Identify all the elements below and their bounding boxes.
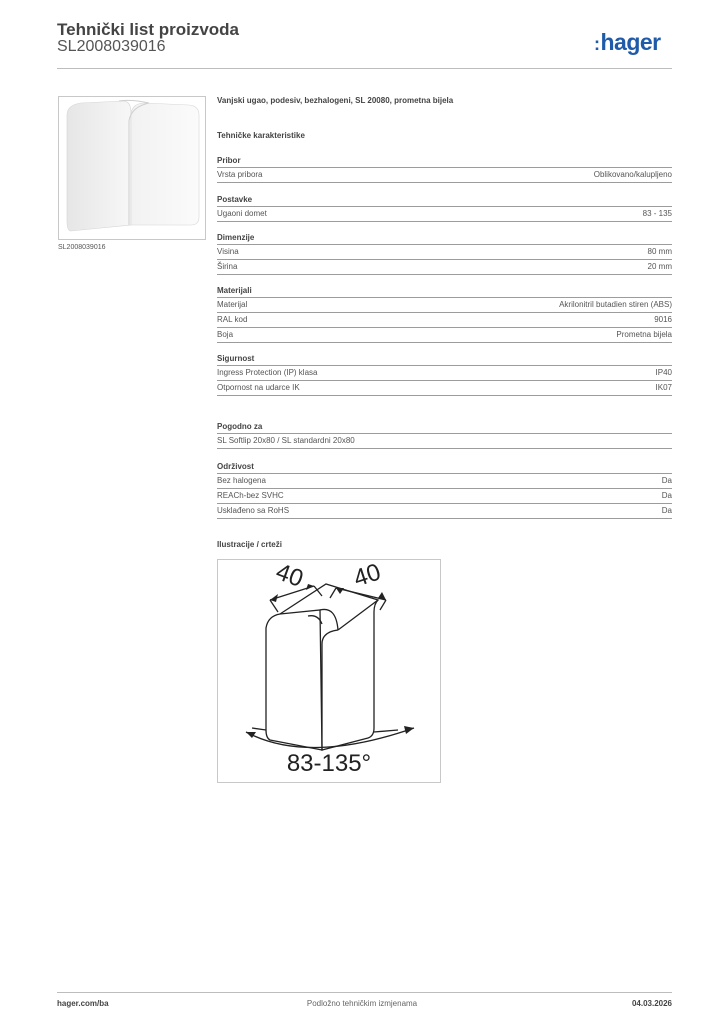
spec-value: 20 mm [647, 262, 672, 271]
section-title: Pribor [217, 155, 672, 168]
footer-note: Podložno tehničkim izmjenama [306, 999, 418, 1008]
spec-label: Ingress Protection (IP) klasa [217, 368, 318, 377]
spec-label: Bez halogena [217, 476, 266, 485]
section-title: Dimenzije [217, 232, 672, 245]
spec-value: IK07 [655, 383, 672, 392]
angle-range-label: 83-135° [286, 750, 372, 777]
spec-label: Otpornost na udarce IK [217, 383, 300, 392]
hager-logo: :hager [594, 29, 661, 55]
product-code: SL2008039016 [57, 38, 166, 55]
illustrations-heading: Ilustracije / crteži [217, 540, 282, 549]
product-image [58, 96, 206, 240]
section-title: Sigurnost [217, 353, 672, 366]
section-dimenzije [217, 232, 672, 275]
section-pogodno-za [217, 421, 672, 449]
spec-row [217, 434, 672, 449]
spec-value: Da [661, 491, 672, 500]
spec-label: Širina [217, 262, 238, 271]
spec-row [217, 298, 672, 313]
spec-row [217, 245, 672, 260]
corner-piece-photo [59, 97, 205, 239]
section-title: Pogodno za [217, 421, 672, 434]
spec-label: Boja [217, 330, 234, 339]
section-pribor [217, 155, 672, 183]
spec-value: Oblikovano/kalupljeno [593, 170, 672, 179]
spec-row [217, 489, 672, 504]
footer-divider [57, 992, 672, 993]
header-divider [57, 68, 672, 69]
dimension-label-right: 40 [350, 558, 385, 593]
spec-value: 80 mm [647, 247, 672, 256]
page-title: Tehnički list proizvoda [57, 20, 239, 39]
spec-label: Ugaoni domet [217, 209, 267, 218]
section-title: Materijali [217, 285, 672, 298]
spec-row [217, 328, 672, 343]
spec-row [217, 504, 672, 519]
footer-website-link[interactable]: hager.com/ba [57, 999, 109, 1008]
section-title: Održivost [217, 461, 672, 474]
section-sigurnost [217, 353, 672, 396]
spec-row [217, 260, 672, 275]
section-title: Postavke [217, 194, 672, 207]
spec-value: Da [661, 476, 672, 485]
corner-dimension-drawing [218, 560, 440, 782]
spec-row [217, 207, 672, 222]
spec-row [217, 381, 672, 396]
spec-value: Prometna bijela [616, 330, 672, 339]
spec-value: Da [661, 506, 672, 515]
logo-text: hager [600, 29, 661, 55]
spec-row [217, 474, 672, 489]
tech-characteristics-heading: Tehničke karakteristike [217, 131, 305, 140]
technical-drawing [217, 559, 441, 783]
spec-label: Vrsta pribora [217, 170, 263, 179]
section-postavke [217, 194, 672, 222]
spec-label: Materijal [217, 300, 248, 309]
spec-value: 9016 [654, 315, 672, 324]
spec-value: Akrilonitril butadien stiren (ABS) [559, 300, 672, 309]
spec-label: Visina [217, 247, 239, 256]
spec-value: 83 - 135 [642, 209, 672, 218]
dimension-label-left: 40 [272, 558, 307, 593]
spec-row [217, 313, 672, 328]
spec-row [217, 168, 672, 183]
spec-label: RAL kod [217, 315, 248, 324]
spec-label: REACh-bez SVHC [217, 491, 284, 500]
spec-label: SL Softlip 20x80 / SL standardni 20x80 [217, 436, 355, 445]
image-caption: SL2008039016 [58, 244, 106, 251]
footer-date: 04.03.2026 [631, 999, 672, 1008]
section-materijali [217, 285, 672, 343]
spec-value: IP40 [655, 368, 672, 377]
section-odrzivost [217, 461, 672, 519]
spec-label: Usklađeno sa RoHS [217, 506, 290, 515]
product-description: Vanjski ugao, podesiv, bezhalogeni, SL 20080, prometna bijela [217, 96, 454, 105]
spec-row [217, 366, 672, 381]
